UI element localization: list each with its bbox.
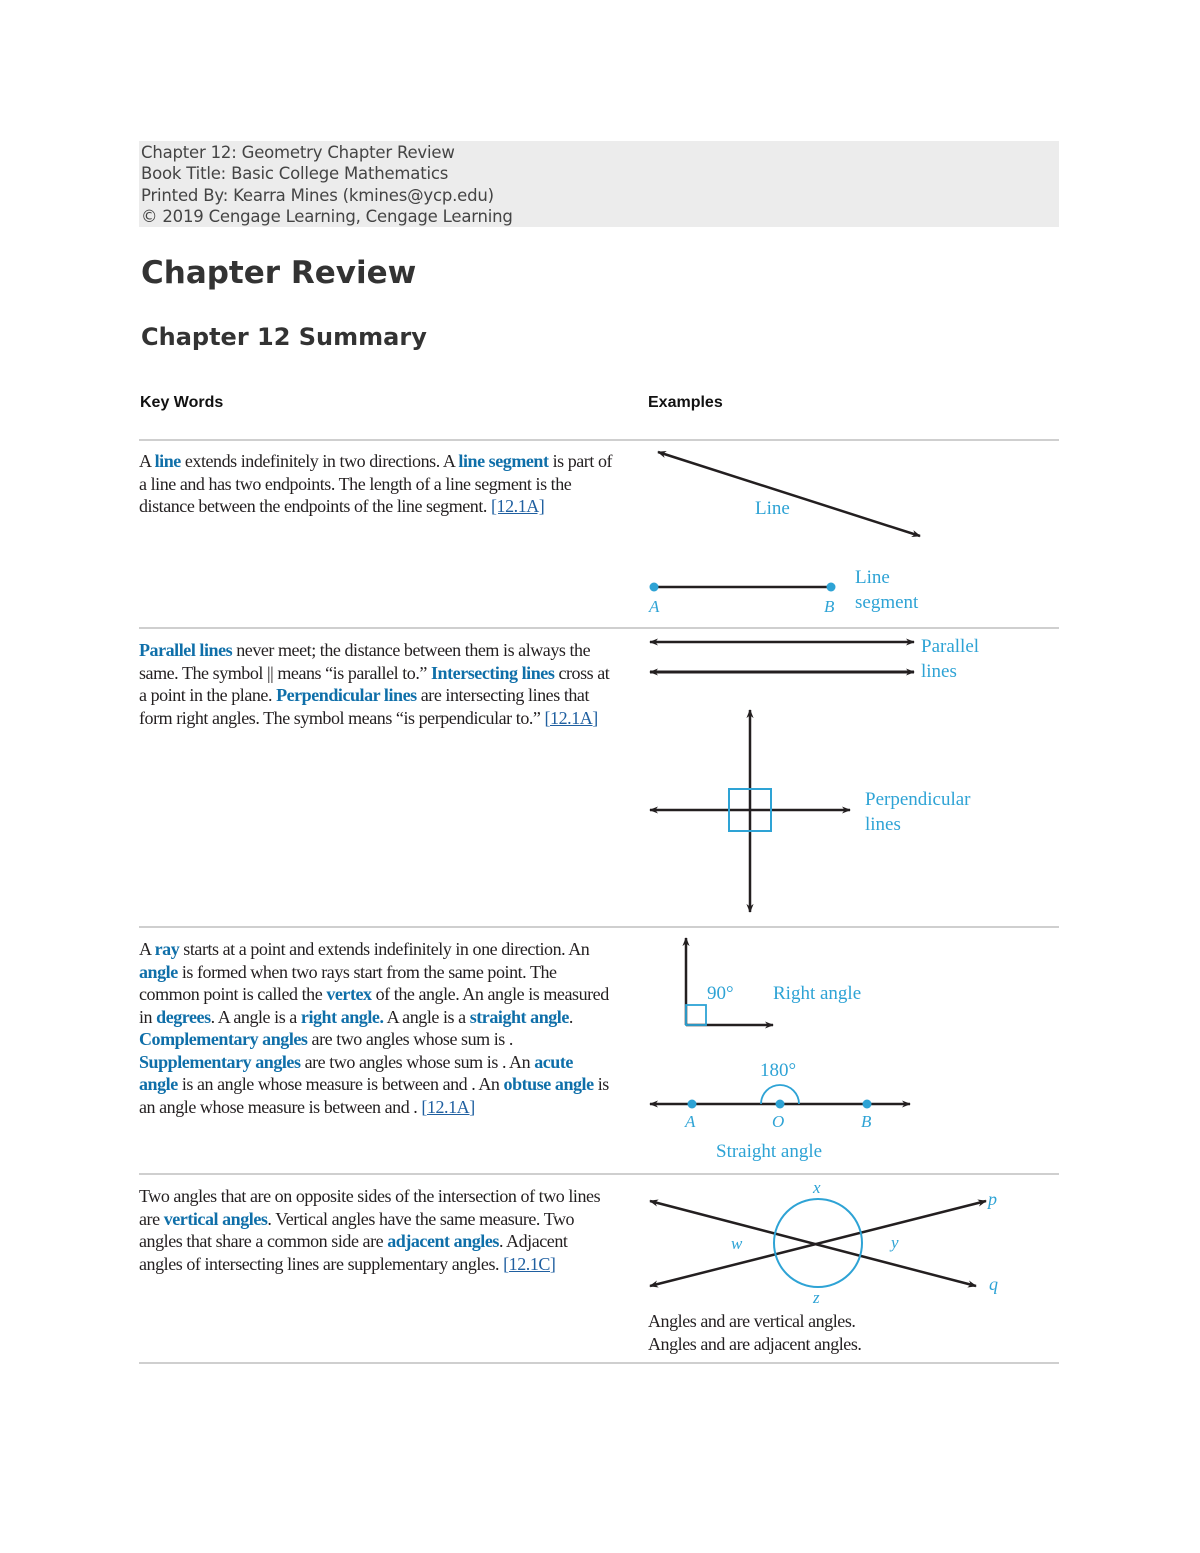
label-point-o: O [772, 1112, 785, 1131]
keyword-obtuse-angle: obtuse angle [503, 1074, 594, 1094]
label-perpendicular-lines: lines [865, 814, 901, 835]
section-link-12-1a[interactable]: [12.1A] [421, 1096, 475, 1117]
figure-right-straight-angle [640, 930, 1020, 1170]
text-span: A [139, 939, 155, 959]
text-span: are two angles whose sum is . [307, 1029, 513, 1049]
label-point-b: B [861, 1112, 872, 1131]
keyword-straight-angle: straight angle [469, 1006, 569, 1027]
point-a [688, 1100, 697, 1109]
keyword-vertex: vertex [326, 984, 372, 1004]
text-span: cross at a point in the plane. [139, 662, 610, 705]
label-point-a: A [649, 597, 660, 616]
header-copyright: © 2019 Cengage Learning, Cengage Learning [141, 207, 513, 226]
print-header [139, 141, 1059, 227]
row-text-lines [139, 450, 614, 518]
keyword-adjacent-angles: adjacent angles [387, 1231, 499, 1251]
text-span: is an angle whose measure is between and . [139, 1074, 609, 1117]
label-90-degrees: 90° [707, 983, 734, 1004]
keyword-acute-angle: acute angle [139, 1051, 573, 1094]
caption-adjacent-angles: Angles and are adjacent angles. [648, 1334, 862, 1354]
keyword-right-angle: right angle. [300, 1006, 384, 1027]
keyword-intersecting-lines: Intersecting lines [431, 662, 555, 683]
header-printed-by: Printed By: Kearra Mines (kmines@ycp.edu) [141, 186, 494, 205]
header-book-title: Book Title: Basic College Mathematics [141, 164, 449, 183]
section-link-12-1a[interactable]: [12.1A] [544, 707, 598, 728]
text-span: of the angle. An angle is measured in [139, 984, 609, 1027]
text-span: are two angles whose sum is . An [300, 1051, 535, 1072]
point-o [776, 1100, 785, 1109]
keyword-perpendicular-lines: Perpendicular lines [276, 685, 417, 705]
row-text-angles [139, 938, 614, 1118]
label-straight-angle: Straight angle [716, 1141, 823, 1162]
label-angle-z: z [813, 1288, 820, 1307]
label-angle-x: x [813, 1178, 821, 1197]
label-segment-word: segment [855, 592, 919, 613]
label-angle-y: y [891, 1233, 899, 1252]
section-link-12-1c[interactable]: [12.1C] [503, 1253, 556, 1274]
column-header-key-words: Key Words [140, 394, 224, 411]
header-chapter: Chapter 12: Geometry Chapter Review [141, 143, 455, 162]
keyword-supplementary-angles: Supplementary angles [139, 1051, 301, 1072]
text-span: starts at a point and extends indefinitely in one direction. An [179, 939, 590, 959]
text-span: A angle is a [383, 1006, 470, 1027]
text-span: . Vertical angles have the same measure. Two angles that share a common side are [139, 1208, 575, 1251]
column-header-examples: Examples [648, 394, 723, 411]
label-line-p: p [988, 1189, 997, 1209]
divider [139, 1362, 1059, 1364]
label-segment-line: Line [855, 567, 890, 588]
text-span: . Adjacent angles of intersecting lines are supplementary angles. [139, 1231, 568, 1274]
figure-line-segment [640, 440, 1020, 626]
keyword-degrees: degrees [156, 1006, 211, 1027]
row-text-vertical-adjacent [139, 1185, 614, 1275]
text-span: extends indefinitely in two directions. A [180, 451, 459, 471]
divider [139, 627, 1059, 629]
keyword-complementary-angles: Complementary angles [139, 1029, 308, 1049]
keyword-vertical-angles: vertical angles [163, 1208, 268, 1229]
keyword-angle: angle [139, 961, 178, 982]
keyword-parallel-lines: Parallel lines [139, 640, 233, 660]
text-span: are intersecting lines that form right angles. The symbol means “is perpendicular to.” [139, 685, 590, 728]
label-angle-w: w [731, 1234, 743, 1253]
label-parallel: Parallel [921, 636, 980, 657]
endpoint-b [827, 583, 836, 592]
label-line: Line [755, 498, 790, 519]
divider [139, 926, 1059, 928]
text-span: Two angles that are on opposite sides of the intersection of two lines are [139, 1186, 601, 1229]
label-parallel-lines: lines [921, 661, 957, 682]
text-span: never meet; the distance between them is always the same. The symbol || means “is parallel to.” [139, 640, 591, 683]
label-point-a: A [685, 1112, 696, 1131]
label-point-b: B [824, 597, 835, 616]
figure-intersecting-lines [640, 1176, 1020, 1311]
text-span: . [568, 1006, 573, 1027]
text-span: is part of a line and has two endpoints. The length of a line segment is the distance between the endpoints of the line segment. [139, 451, 613, 516]
keyword-line-segment: line segment [458, 451, 549, 471]
label-180-degrees: 180° [760, 1060, 797, 1081]
label-line-q: q [989, 1274, 998, 1294]
endpoint-a [650, 583, 659, 592]
line-arrow [658, 452, 920, 536]
text-span: . A angle is a [210, 1006, 301, 1027]
page-title: Chapter Review [141, 255, 417, 291]
caption-vertical-angles: Angles and are vertical angles. [648, 1311, 856, 1331]
row-text-parallel-perpendicular [139, 639, 614, 729]
keyword-line: line [154, 451, 181, 471]
section-link-12-1a[interactable]: [12.1A] [491, 496, 545, 516]
right-angle-marker [686, 1005, 706, 1025]
label-perpendicular: Perpendicular [865, 789, 971, 810]
keyword-ray: ray [154, 939, 180, 959]
divider [139, 1173, 1059, 1175]
point-b [863, 1100, 872, 1109]
label-right-angle: Right angle [773, 983, 862, 1004]
section-title: Chapter 12 Summary [141, 323, 427, 351]
text-span: is formed when two rays start from the same point. The common point is called the [139, 961, 557, 1004]
figure-parallel-perpendicular [640, 630, 1020, 922]
text-span: A [139, 451, 155, 471]
text-span: is an angle whose measure is between and . An [177, 1074, 504, 1094]
